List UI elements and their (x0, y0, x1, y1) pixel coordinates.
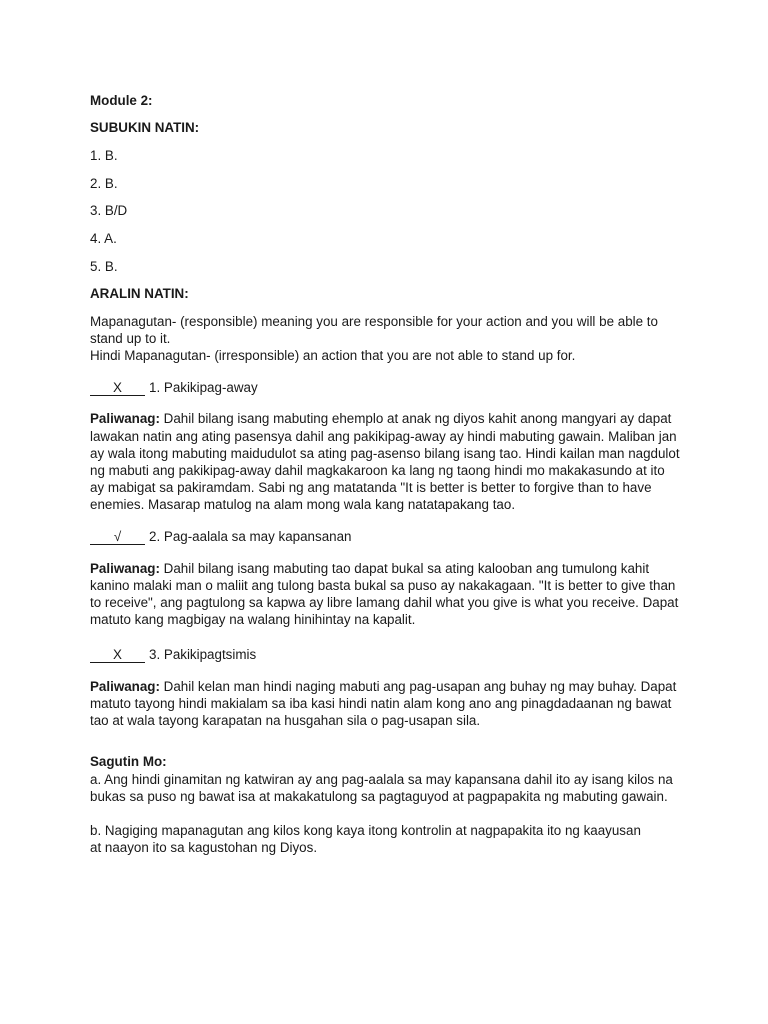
sagutin-heading: Sagutin Mo: (90, 754, 167, 770)
item-label: 1. Pakikipag-away (149, 380, 258, 396)
item-label: 3. Pakikipagtsimis (149, 646, 257, 662)
checklist-item-1 (90, 379, 690, 396)
answer-blank: X (90, 647, 145, 663)
subukin-heading: SUBUKIN NATIN: (90, 120, 200, 136)
paliwanag-label: Paliwanag: (90, 678, 160, 694)
paliwanag-2 (90, 560, 682, 629)
paliwanag-label: Paliwanag: (90, 411, 160, 427)
definition-responsible: Mapanagutan- (responsible) meaning you are responsible for your action and you will be able to stand up to it. (90, 313, 658, 346)
definition-irresponsible: Hindi Mapanagutan- (irresponsible) an action that you are not able to stand up for. (90, 348, 576, 364)
paliwanag-text: Dahil bilang isang mabuting tao dapat bukal sa ating kalooban ang tumulong kahit kanino malaki man o maliit ang tulong basta bukal sa puso ay nakakagaan. "It is better to give than to receive", ang pagtulong sa kapwa ay libre lamang dahil what you give is what you receive. Dapat matuto kang magbigay na walang hinihintay na kapalit. (90, 560, 679, 628)
paliwanag-1 (90, 410, 682, 513)
item-label: 2. Pag-aalala sa may kapansanan (149, 528, 352, 544)
paliwanag-3 (90, 678, 686, 730)
sagutin-answer-b: b. Nagiging mapanagutan ang kilos kong kaya itong kontrolin at nagpapakita ito ng kaayusan at naayon ito sa kagustohan ng Diyos. (90, 823, 641, 856)
module-title: Module 2: (90, 93, 153, 108)
paliwanag-text: Dahil kelan man hindi naging mabuti ang pag-usapan ang buhay ng may buhay. Dapat matuto tayong hindi makialam sa iba kasi hindi natin alam kong ano ang pinagdadaanan ng bawat tao at wala tayong karapatan na husgahan sila o pag-usapan sila. (90, 678, 677, 729)
answer-blank: √ (90, 529, 145, 545)
answer-item: 3. B/D (90, 203, 128, 219)
aralin-heading: ARALIN NATIN: (90, 286, 189, 302)
answer-item: 5. B. (90, 258, 118, 274)
answer-item: 1. B. (90, 147, 118, 163)
answer-item: 2. B. (90, 175, 118, 191)
document-page (90, 92, 690, 857)
checklist-item-3 (90, 646, 690, 663)
checklist-item-2 (90, 528, 690, 545)
paliwanag-text: Dahil bilang isang mabuting ehemplo at anak ng diyos kahit anong mangyari ay dapat lawakan natin ang ating pasensya dahil ang pakikipag-away ay hindi mabuting gawain. Maliban jan ay wala itong mabuting maidudulot sa ating pag-asenso bilang isang tao. Hindi kailan man nagdulot ng mabuti ang pakikipag-away dahil magkakaroon ka lang ng taong hindi mo makakasundo at ito ay mabigat sa pakiramdam. Sabi ng ang matatanda "It is better is better to forgive than to have enemies. Masarap matulog na alam mong wala kang natatapakang tao. (90, 411, 680, 513)
answer-item: 4. A. (90, 231, 117, 247)
answer-list (90, 147, 690, 275)
paliwanag-label: Paliwanag: (90, 560, 160, 576)
sagutin-answer-a: a. Ang hindi ginamitan ng katwiran ay ang pag-aalala sa may kapansana dahil ito ay isang kilos na bukas sa puso ng bawat isa at makakatulong sa pagtaguyod at pagpapakita ng mabuting gawain. (90, 771, 673, 804)
answer-blank: X (90, 380, 145, 396)
